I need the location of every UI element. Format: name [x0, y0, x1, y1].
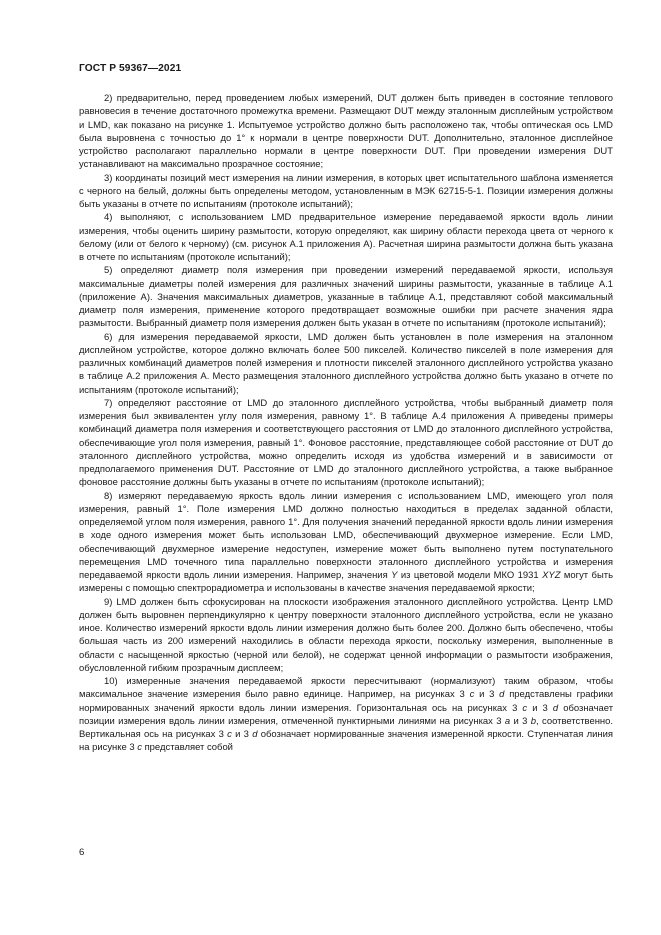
italic-text-run: c [137, 742, 142, 754]
italic-text-run: d [252, 729, 258, 740]
document-body [79, 92, 613, 755]
text-run: 10) измеренные значения передаваемой яркости пересчитывают (нормализуют) таким образом, чтобы максимальное значение измерения было равно единице. Например, на рисунках 3 [79, 676, 613, 701]
paragraph-item-5 [79, 264, 613, 330]
paragraph-item-2 [79, 92, 613, 172]
paragraph-item-7 [79, 397, 613, 490]
text-run: 8) измеряют передаваемую яркость вдоль линии измерения с использованием LMD, имеющего угол поля измерения, равный 1°. Поле измерения LMD должно полностью находиться в пределах заданной области, определяемой углом поля измерения, равного 1°. Для получения значений переданной яркости вдоль линии измерения в ходе одного измерения может быть использован LMD, обеспечивающий двухмерное измерение. Если LMD, обеспечивающий двухмерное измерение недоступен, измерение может быть выполнено путем поступательного перемещения LMD точечного типа параллельно поверхности эталонного дисплейного устройства и измерения передаваемой яркости вдоль линии измерения. Например, значения [79, 490, 613, 581]
italic-text-run: c [469, 689, 475, 701]
text-run: 9) LMD должен быть сфокусирован на плоскости изображения эталонного дисплейного устройства. Центр LMD должен быть выровнен перпендикулярно к центру поверхности эталонного дисплейного устройства, если не указано иное. Количество измерений яркости вдоль линии измерения должно быть более 200. Должно быть обеспечено, чтобы большая часть из 200 измерений находились в области перехода яркости, поскольку измерения, выполненные в области с насыщенной яркостью (черной или белой), не содержат ценной информации о размытости изображения, обусловленной гибким прозрачным дисплеем; [79, 596, 613, 674]
italic-text-run: Y [391, 570, 398, 581]
italic-text-run: d [499, 689, 505, 701]
text-run: представляет собой [141, 742, 233, 754]
paragraph-item-6 [79, 331, 613, 397]
text-run: и 3 [510, 715, 531, 727]
italic-text-run: XYZ [542, 570, 561, 581]
text-run: могут быть измерены с помощью спектрорадиометра и использованы в качестве значения передаваемой яркости; [79, 570, 613, 595]
text-run: и 3 [474, 689, 500, 701]
text-run: и 3 [231, 729, 253, 740]
text-run: 7) определяют расстояние от LMD до эталонного дисплейного устройства, чтобы выбранный диаметр поля измерения был эквивалентен углу поля измерения, равному 1°. В таблице А.4 приложения А приведены примеры комбинаций диаметра поля измерения и соответствующего расстояния от LMD до эталонного дисплейного устройства, обеспечивающие угол поля измерения, равный 1°. Фоновое расстояние, представляющее собой расстояние от DUT до эталонного дисплейного устройства, можно определить исходя из удобства измерений и в зависимости от предполагаемого применения DUT. Расстояние от LMD до эталонного дисплейного устройства, а также выбранное фоновое расстояние должны быть указаны в отчете по испытаниям (протоколе испытаний); [79, 397, 613, 489]
italic-text-run: c [227, 729, 232, 740]
text-run: 5) определяют диаметр поля измерения при проведении измерений передаваемой яркости, используя максимальные диаметры полей измерения для различных значений ширины размытости, указанные в таблице А.1 (приложение А). Значения максимальных диаметров, указанные в таблице А.1, представляют собой максимальный диаметр поля измерения, применение которого предотвращает возможные ошибки при расчете значения ядра размытости. Выбранный диаметр поля измерения должен быть указан в отчете по испытаниям (протоколе испытаний); [79, 265, 613, 330]
paragraph-item-3 [79, 172, 613, 212]
text-run: обозначает нормированные значения измеренной яркости. Ступенчатая линия на рисунке 3 [79, 729, 613, 754]
italic-text-run: b [530, 715, 537, 727]
italic-text-run: a [504, 715, 511, 727]
text-run: 3) координаты позиций мест измерения на линии измерения, в которых цвет испытательного шаблона изменяется с черного на белый, должны быть определены методом, установленным в МЭК 62715-5-1. Позиции измерения должны быть указаны в отчете по испытаниям (протоколе испытаний); [79, 172, 613, 210]
paragraph-item-10 [79, 675, 613, 755]
page-header-standard-title: ГОСТ Р 59367—2021 [79, 63, 182, 74]
text-run: 4) выполняют, с использованием LMD предварительное измерение передаваемой яркости вдоль линии измерения, чтобы оценить ширину размытости, которую определяют, как ширину области перехода цвета от черного к белому (или от белого к черному) (см. рисунок А.1 приложения А). Расчетная ширина размытости должна быть указана в отчете по испытаниям (протоколе испытаний); [79, 212, 613, 263]
paragraph-item-4 [79, 211, 613, 264]
text-run: и 3 [527, 702, 553, 714]
italic-text-run: d [552, 702, 559, 714]
paragraph-item-8 [79, 490, 613, 596]
text-run: 2) предварительно, перед проведением любых измерений, DUT должен быть приведен в состояние теплового равновесия в течение достаточного промежутка времени. Размещают DUT между эталонным дисплейным устройством и LMD, как показано на рисунке 1. Испытуемое устройство должно быть расположено так, чтобы оптическая ось LMD была выровнена с точностью до 1° к нормали в центре поверхности DUT. Дополнительно, эталонное дисплейное устройство располагают параллельно нормали в центре поверхности DUT. При проведении измерения DUT устанавливают на максимально прозрачное состояние; [79, 93, 613, 171]
text-run: обозначает позиции измерения вдоль линии измерения, отмеченной пунктирными линиями на рисунках 3 [79, 702, 614, 727]
paragraph-item-9 [79, 596, 613, 676]
page-number: 6 [79, 847, 85, 858]
italic-text-run: c [522, 702, 528, 714]
text-run: , соответственно. Вертикальная ось на рисунках 3 [79, 715, 613, 740]
text-run: 6) для измерения передаваемой яркости, LMD должен быть установлен в поле измерения на эталонном дисплейном устройстве, которое должно включать более 500 пикселей. Количество пикселей в поле измерения для различных комбинаций диаметров полей измерения и плотности пикселей эталонного дисплейного устройства указано в таблице А.2 приложения А. Место размещения эталонного дисплейного устройства должно быть указано в отчете по испытаниям (протоколе испытаний); [79, 331, 613, 396]
text-run: из цветовой модели МКО 1931 [397, 570, 543, 581]
text-run: представлены графики нормированных значений яркости вдоль линии измерения. Горизонтальная ось на рисунках 3 [79, 689, 613, 714]
